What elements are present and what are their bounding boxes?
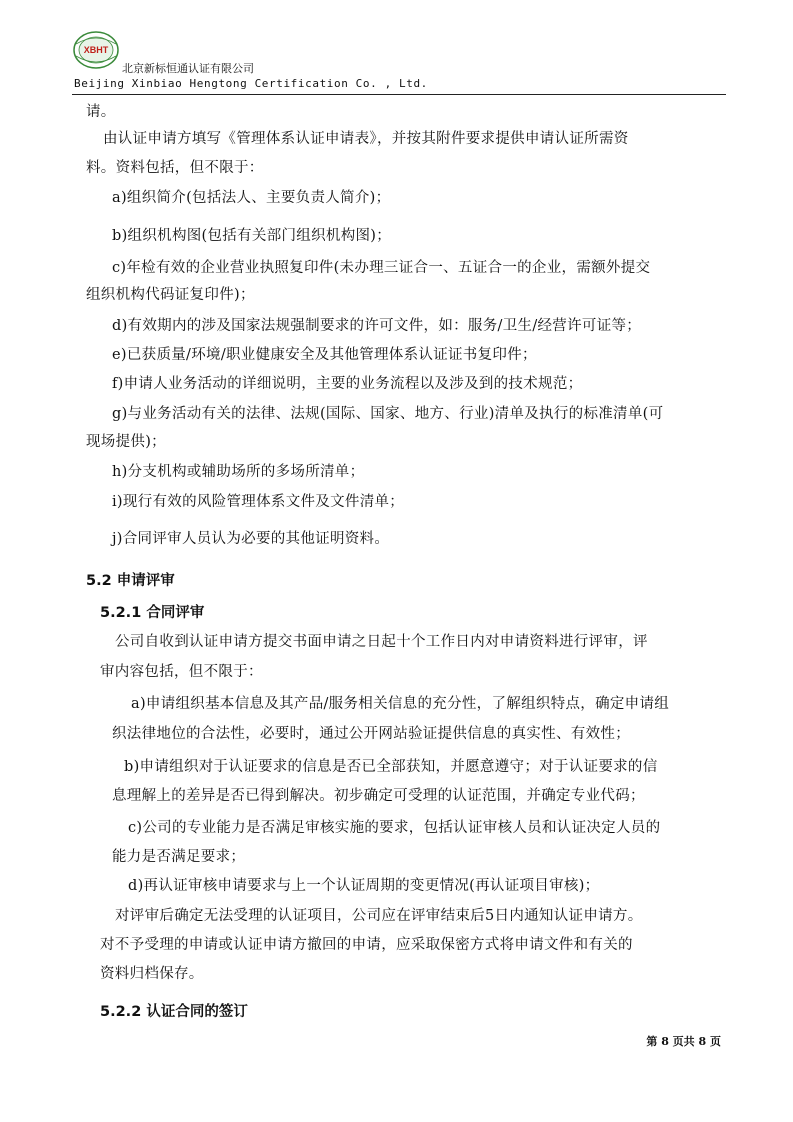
list-item: f)申请人业务活动的详细说明，主要的业务流程以及涉及到的技术规范； — [112, 376, 583, 392]
list-item: d)再认证审核申请要求与上一个认证周期的变更情况(再认证项目审核)； — [128, 878, 600, 894]
text-line: 息理解上的差异是否已得到解决。初步确定可受理的认证范围，并确定专业代码； — [112, 788, 645, 804]
list-item: d)有效期内的涉及国家法规强制要求的许可文件，如：服务/卫生/经营许可证等； — [112, 318, 642, 334]
list-item: a)申请组织基本信息及其产品/服务相关信息的充分性，了解组织特点，确定申请组 — [131, 696, 670, 712]
text-line: 对不予受理的申请或认证申请方撤回的申请，应采取保密方式将申请文件和有关的 — [100, 937, 633, 953]
text-line: 对评审后确定无法受理的认证项目，公司应在评审结束后5日内通知认证申请方。 — [115, 908, 643, 924]
list-item: e)已获质量/环境/职业健康安全及其他管理体系认证证书复印件； — [112, 347, 537, 363]
text-line: 织法律地位的合法性，必要时，通过公开网站验证提供信息的真实性、有效性； — [112, 726, 630, 742]
list-item: i)现行有效的风险管理体系文件及文件清单； — [112, 494, 405, 510]
text-line: 审内容包括，但不限于： — [100, 664, 263, 680]
text-line: 料。资料包括，但不限于： — [86, 160, 264, 176]
company-name-cn: 北京新标恒通认证有限公司 — [122, 62, 254, 75]
list-item: j)合同评审人员认为必要的其他证明资料。 — [112, 531, 390, 547]
subsection-heading: 5.2.2 认证合同的签订 — [100, 1004, 248, 1020]
list-item: a)组织简介(包括法人、主要负责人简介)； — [112, 190, 391, 206]
section-heading: 5.2 申请评审 — [86, 573, 175, 589]
list-item: b)组织机构图(包括有关部门组织机构图)； — [112, 228, 392, 244]
text-line: 组织机构代码证复印件)； — [86, 287, 255, 303]
header-divider — [72, 94, 726, 95]
text-line: 资料归档保存。 — [100, 966, 204, 982]
page-number: 第 8 页共 8 页 — [646, 1035, 721, 1048]
logo-text: XBHT — [83, 45, 109, 55]
text-line: 能力是否满足要求； — [112, 849, 246, 865]
list-item: g)与业务活动有关的法律、法规(国际、国家、地方、行业)清单及执行的标准清单(可 — [112, 406, 664, 422]
text-line: 请。 — [86, 104, 116, 120]
list-item: c)公司的专业能力是否满足审核实施的要求，包括认证审核人员和认证决定人员的 — [128, 820, 661, 836]
text-line: 现场提供)； — [86, 434, 166, 450]
list-item: b)申请组织对于认证要求的信息是否已全部获知，并愿意遵守；对于认证要求的信 — [124, 759, 658, 775]
company-logo-icon — [72, 30, 120, 70]
list-item: c)年检有效的企业营业执照复印件(未办理三证合一、五证合一的企业，需额外提交 — [112, 260, 651, 276]
company-name-en: Beijing Xinbiao Hengtong Certification Co. , Ltd. — [74, 77, 428, 90]
text-line: 公司自收到认证申请方提交书面申请之日起十个工作日内对申请资料进行评审，评 — [115, 634, 648, 650]
list-item: h)分支机构或辅助场所的多场所清单； — [112, 464, 365, 480]
subsection-heading: 5.2.1 合同评审 — [100, 605, 205, 621]
text-line: 由认证申请方填写《管理体系认证申请表》，并按其附件要求提供申请认证所需资 — [103, 131, 629, 147]
page-header — [72, 30, 726, 96]
